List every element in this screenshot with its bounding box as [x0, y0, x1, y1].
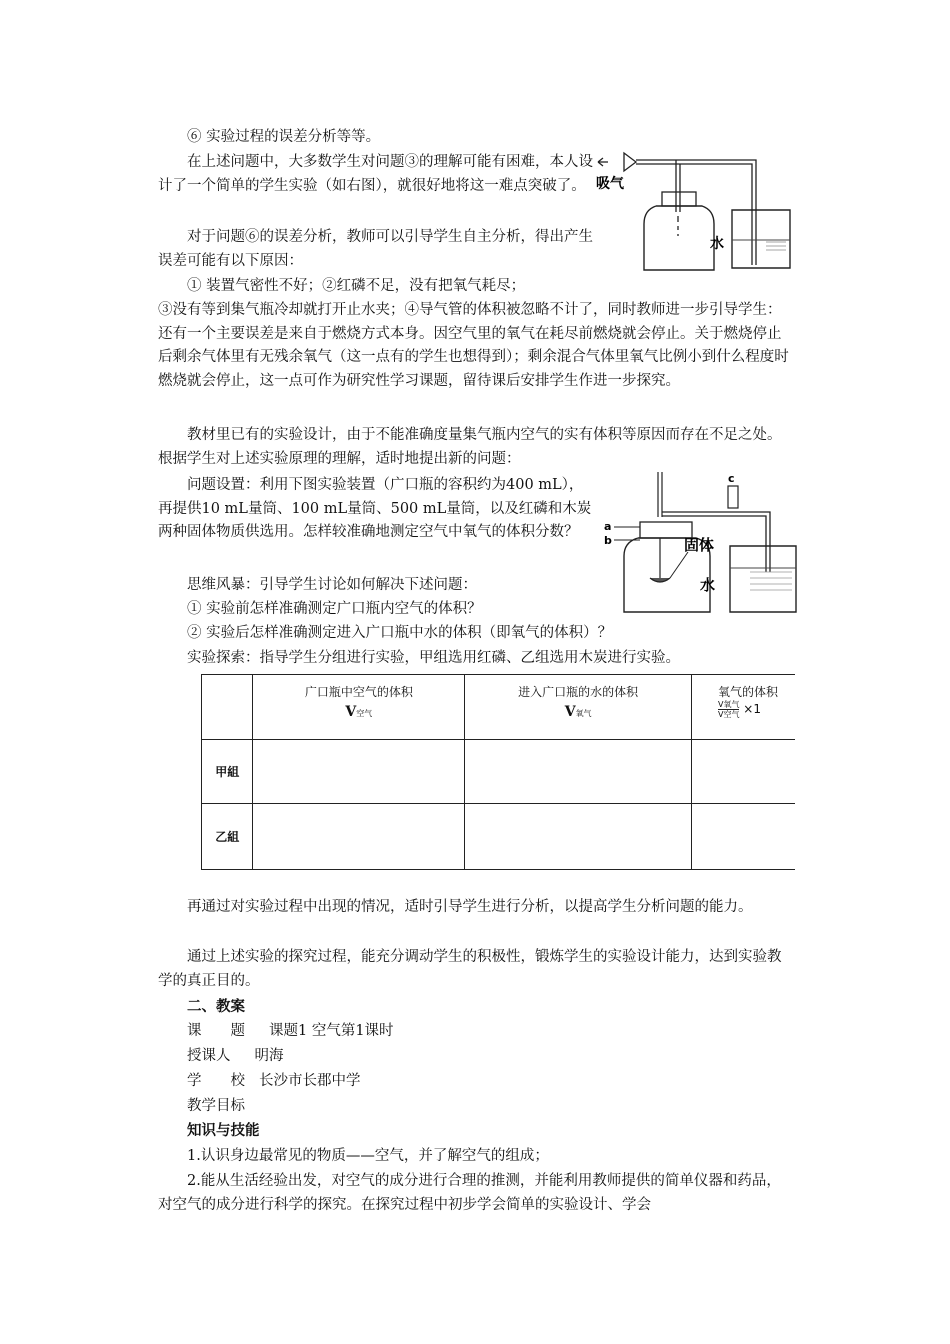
- table-cell: [465, 804, 692, 870]
- label-suck: 吸气: [596, 176, 624, 192]
- label-water: 水: [710, 236, 724, 252]
- goals-heading: 教学目标: [187, 1098, 245, 1114]
- line-error-analysis: ⑥ 实验过程的误差分析等等。: [187, 129, 381, 145]
- table-cell: [691, 804, 795, 870]
- paragraph-error-causes: 对于问题⑥的误差分析，教师可以引导学生自主分析，得出产生误差可能有以下原因：: [158, 229, 593, 269]
- line-cause-1-2: ① 装置气密性不好；②红磷不足，没有把氧气耗尽；: [187, 278, 526, 294]
- goal-item-1: 1.认识身边最常见的物质——空气，并了解空气的组成；: [187, 1148, 549, 1164]
- paragraph-new-question: 教材里已有的实验设计，由于不能准确度量集气瓶内空气的实有体积等原因而存在不足之处。根据学生对上述实验原理的理解，适时地提出新的问题：: [158, 427, 782, 467]
- paragraph-cause-3-4: ③没有等到集气瓶冷却就打开止水夹；④导气管的体积被忽略不计了，同时教师进一步引导学生：还有一个主要误差是来自于燃烧方式本身。因空气里的氧气在耗尽前燃烧就会停止。关于燃烧停止后剩余气体里有无残余氧气（这一点有的学生也想得到）；剩余混合气体里氧气比例小到什么程度时燃烧就会停止，这一点可作为研究性学习课题，留待课后安排学生作进一步探究。: [158, 302, 789, 389]
- label-c: c: [728, 472, 735, 485]
- table-cell: [253, 740, 465, 804]
- line-question-1: ① 实验前怎样准确测定广口瓶内空气的体积？: [187, 601, 482, 617]
- header-oxygen-fraction: 氧气的体积 $\frac{\text{V氧气}}{\text{V空气}}$ ×1: [691, 675, 795, 740]
- goal-item-2: 2.能从生活经验出发，对空气的成分进行合理的推测，并能利用教师提供的简单仪器和药品，对空气的成分进行科学的探究。在探究过程中初步学会简单的实验设计、学会: [158, 1173, 781, 1213]
- line-question-2: ② 实验后怎样准确测定进入广口瓶中水的体积（即氧气的体积）？: [187, 625, 613, 641]
- label-water-2: 水: [700, 576, 716, 594]
- paragraph-conclusion: 通过上述实验的探究过程，能充分调动学生的积极性，锻炼学生的实验设计能力，达到实验教学的真正目的。: [158, 949, 782, 989]
- table-row: [202, 804, 796, 870]
- section-heading: 二、教案: [187, 999, 245, 1015]
- label-b: b: [604, 534, 612, 547]
- table-row: [202, 740, 796, 804]
- teacher-line: 授课人 明海: [187, 1048, 284, 1064]
- label-a: a: [604, 520, 612, 533]
- skills-heading: 知识与技能: [187, 1123, 260, 1139]
- paragraph-difficulty: 在上述问题中，大多数学生对问题③的理解可能有困难，本人设计了一个简单的学生实验（如右图），就很好地将这一难点突破了。: [158, 154, 593, 194]
- school-line: 学 校 长沙市长郡中学: [187, 1073, 361, 1089]
- row-label-group-b: 乙組: [202, 804, 253, 870]
- experiment-table: [201, 674, 795, 870]
- header-water-volume: 进入广口瓶的水的体积 V氧气: [465, 675, 692, 740]
- paragraph-question-setup: 问题设置：利用下图实验装置（广口瓶的容积约为400 mL），再提供10 mL量筒、100 mL量筒、500 mL量筒，以及红磷和木炭两种固体物质供选用。怎样较准确地测定空气中氧气的体积分数？: [158, 477, 592, 540]
- line-brainstorm: 思维风暴：引导学生讨论如何解决下述问题：: [187, 577, 477, 593]
- header-air-volume: 广口瓶中空气的体积 V空气: [253, 675, 465, 740]
- table-cell: [253, 804, 465, 870]
- line-exploration: 实验探索：指导学生分组进行实验，甲组选用红磷、乙组选用木炭进行实验。: [187, 650, 680, 666]
- topic-line: 课 题 课题1 空气第1课时: [187, 1023, 394, 1039]
- row-label-group-a: 甲組: [202, 740, 253, 804]
- table-cell: [465, 740, 692, 804]
- table-header-row: [202, 675, 796, 740]
- label-solid: 固体: [684, 536, 715, 554]
- header-empty: [202, 675, 253, 740]
- paragraph-analysis: 再通过对实验过程中出现的情况，适时引导学生进行分析，以提高学生分析问题的能力。: [187, 899, 753, 915]
- table-cell: [691, 740, 795, 804]
